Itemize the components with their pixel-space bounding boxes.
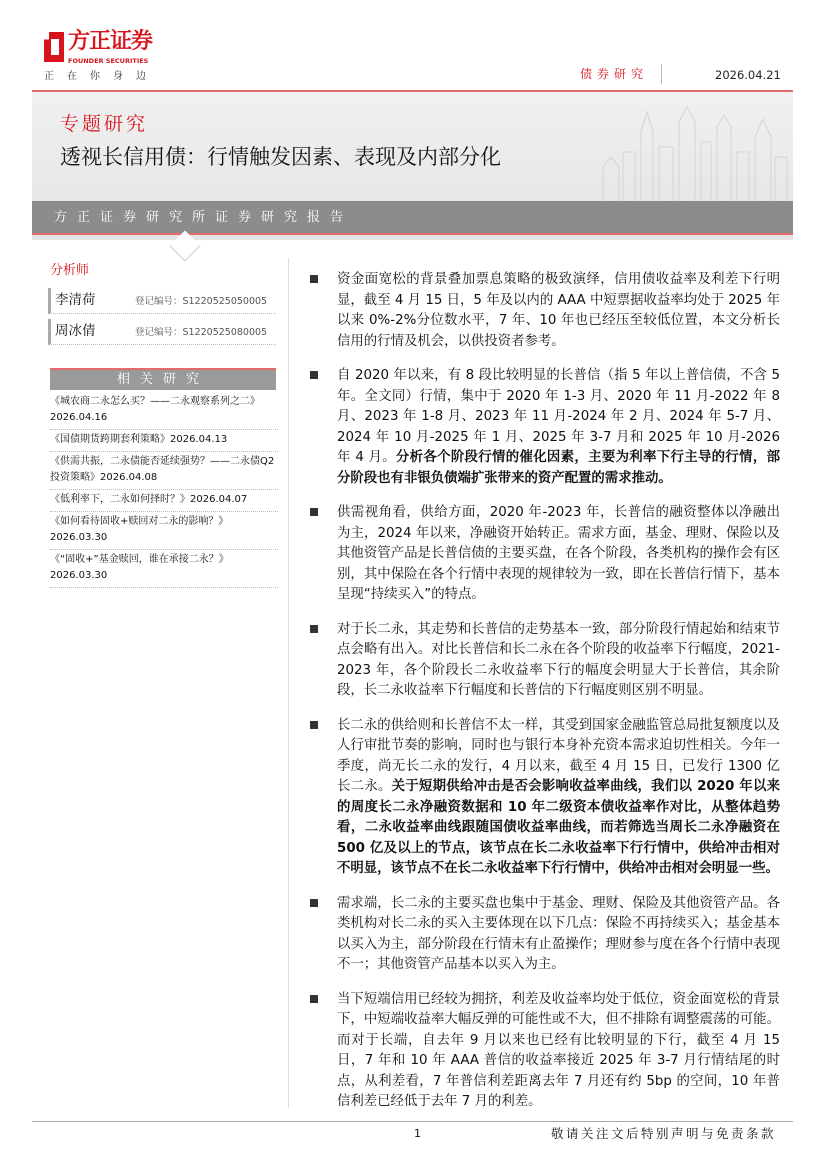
bullet-icon [310, 721, 318, 729]
analyst-reg: 登记编号：S1220525050005 [135, 296, 268, 307]
bullet-icon [310, 508, 318, 516]
summary-paragraph: 资金面宽松的背景叠加票息策略的极致演绎，信用债收益率及利差下行明显，截至 4 月 15 日，5 年及以内的 AAA 中短票据收益率均处于 2025 年以来 0%-2%分位数水平，7 年、10 年也已经压至较低位置，本文分析长信用的行情及机会，以供投资者参考。 [310, 270, 780, 352]
department: 债券研究 [579, 67, 648, 81]
divider [661, 64, 662, 84]
analyst-item [48, 288, 276, 314]
summary-paragraph: 自 2020 年以来，有 8 段比较明显的长普信（指 5 年以上普信债，不含 5 年。全文同）行情，集中于 2020 年 1-3 月、2020 年 11 月-2022 年 8 月、2023 年 1-8 月、2023 年 11 月-2024 年 2 月、2024 年 5-7 月、2024 年 10 月-2025 年 1 月、2025 年 3-7 月和 2025 年 10 月-2026 年 4 月。分析各个阶段行情的催化因素，主要为利率下行主导的行情，部分阶段也有非银负债端扩张带来的资产配置的需求推动。 [310, 366, 780, 489]
related-link[interactable]: 《供需共振，二永债能否延续强势？——二永债Q2投资策略》2026.04.08 [50, 452, 278, 490]
analyst-label: 分析师 [50, 263, 90, 278]
subtitle-bar [32, 201, 793, 235]
report-date: 2026.04.21 [715, 68, 781, 82]
logo-text: 方正证券 [68, 29, 153, 54]
related-link[interactable]: 《城农商二永怎么买？——二永观察系列之二》2026.04.16 [50, 392, 278, 430]
report-category: 专题研究 [60, 113, 149, 135]
report-title: 透视长信用债：行情触发因素、表现及内部分化 [60, 145, 501, 169]
related-research-header: 相关研究 [50, 368, 276, 390]
related-research-list [50, 392, 278, 588]
summary-paragraph: 当下短端信用已经较为拥挤，利差及收益率均处于低位，资金面宽松的背景下，中短端收益率大幅反弹的可能性或不大，但不排除有调整震荡的可能。而对于长端，自去年 9 月以来也已经有比较明显的下行，截至 4 月 15 日，7 年和 10 年 AAA 普信的收益率接近 2025 年 3-7 月行情结尾的时点，从利差看，7 年普信利差距离去年 7 月还有约 5bp 的空间，10 年普信利差已经低于去年 7 月的利差。 [310, 990, 780, 1113]
analyst-name: 李清荷 [55, 292, 96, 308]
related-link[interactable]: 《国债期货跨期套利策略》2026.04.13 [50, 430, 278, 452]
related-link[interactable]: 《如何看待固收+赎回对二永的影响？》2026.03.30 [50, 512, 278, 550]
skyline-icon [593, 92, 793, 204]
summary-body [310, 270, 780, 1127]
disclaimer-note: 敬请关注文后特别声明与免责条款 [550, 1126, 776, 1141]
analyst-name: 周冰倩 [55, 323, 96, 339]
summary-paragraph: 供需视角看，供给方面，2020 年-2023 年，长普信的融资整体以净融出为主，2024 年以来，净融资开始转正。需求方面，基金、理财、保险以及其他资管产品是长普信债的主要买盘，在各个阶段，各类机构的操作会有区别，其中保险在各个行情中表现的规律较为一致，即在长普信行情下，基本呈现“持续买入”的特点。 [310, 503, 780, 606]
page-number: 1 [414, 1127, 421, 1140]
logo-english: FOUNDER SECURITIES [68, 57, 149, 65]
column-divider [288, 258, 289, 1108]
slogan: 正在你身边 [44, 71, 159, 82]
bullet-icon [310, 625, 318, 633]
bullet-icon [310, 275, 318, 283]
summary-paragraph: 长二永的供给则和长普信不太一样，其受到国家金融监管总局批复额度以及人行审批节奏的影响，同时也与银行本身补充资本需求迫切性相关。今年一季度，尚无长二永的发行，4 月以来，截至 4 月 15 日，已发行 1300 亿长二永。关于短期供给冲击是否会影响收益率曲线，我们以 2020 年以来的周度长二永净融资数据和 10 年二级资本债收益率作对比，从整体趋势看，二永收益率曲线跟随国债收益率曲线，而若筛选当周长二永净融资在 500 亿及以上的节点，该节点在长二永收益率下行行情中，供给冲击相对不明显，该节点不在长二永收益率下行行情中，供给冲击相对会明显一些。 [310, 716, 780, 880]
bullet-icon [310, 371, 318, 379]
related-link[interactable]: 《低利率下，二永如何择时？》2026.04.07 [50, 490, 278, 512]
logo-mark-icon [44, 32, 64, 62]
bullet-icon [310, 899, 318, 907]
analyst-item [48, 319, 276, 345]
footer-divider [32, 1121, 793, 1122]
analyst-reg: 登记编号：S1220525080005 [135, 327, 268, 338]
related-link[interactable]: 《“固收+”基金赎回，谁在承接二永？》2026.03.30 [50, 550, 278, 588]
summary-paragraph: 对于长二永，其走势和长普信的走势基本一致，部分阶段行情起始和结束节点会略有出入。对比长普信和长二永在各个阶段的收益率下行幅度，2021-2023 年，各个阶段长二永收益率下行的幅度会明显大于长普信，其余阶段，长二永收益率下行幅度和长普信的下行幅度则区别不明显。 [310, 620, 780, 702]
subtitle: 方正证券研究所证券研究报告 [54, 210, 354, 225]
bullet-icon [310, 995, 318, 1003]
summary-paragraph: 需求端，长二永的主要买盘也集中于基金、理财、保险及其他资管产品。各类机构对长二永的买入主要体现在以下几点：保险不再持续买入；基金基本以买入为主，部分阶段在行情末有止盈操作；理财参与度在各个行情中表现不一；其他资管产品基本以买入为主。 [310, 894, 780, 976]
